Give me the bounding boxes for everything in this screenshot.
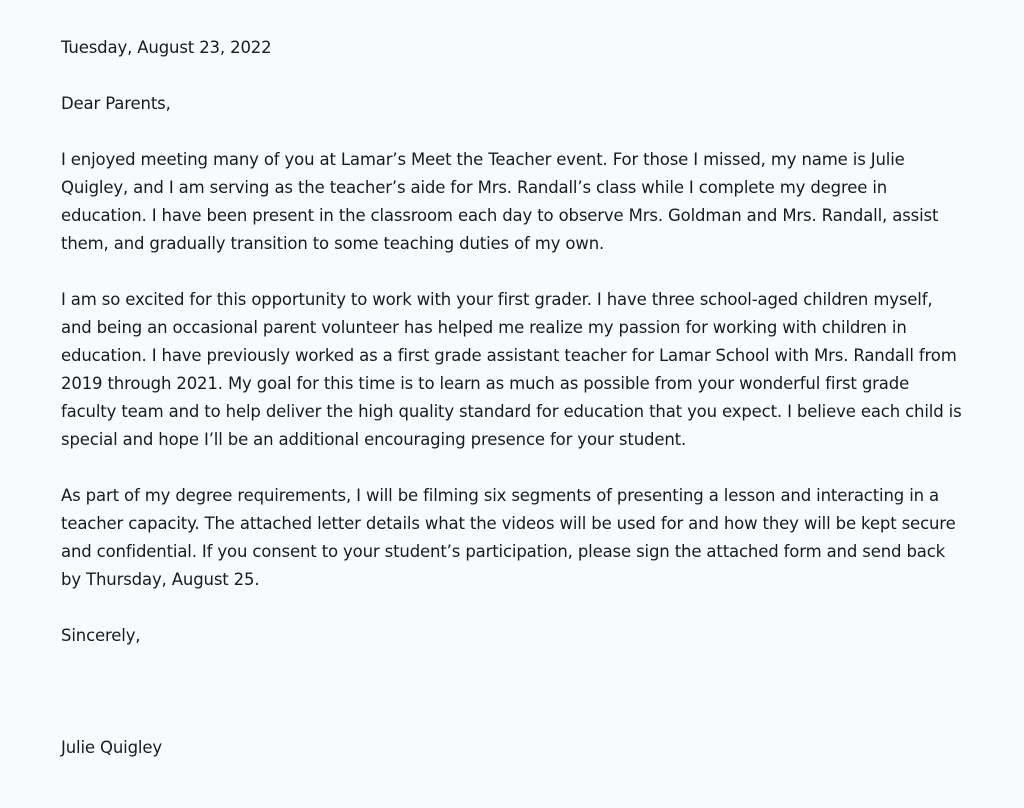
letter-body (61, 34, 966, 762)
letter-paragraph-1: I enjoyed meeting many of you at Lamar’s Meet the Teacher event. For those I missed, my name is Julie Quigley, and I am serving as the teacher’s aide for Mrs. Randall’s class while I complete my degree in education. I have been present in the classroom each day to observe Mrs. Goldman and Mrs. Randall, assist them, and gradually transition to some teaching duties of my own. (61, 150, 939, 253)
letter-paragraph-2: I am so excited for this opportunity to work with your first grader. I have three school-aged children myself, and being an occasional parent volunteer has helped me realize my passion for working with children in education. I have previously worked as a first grade assistant teacher for Lamar School with Mrs. Randall from 2019 through 2021. My goal for this time is to learn as much as possible from your wonderful first grade faculty team and to help deliver the high quality standard for education that you expect. I believe each child is special and hope I’ll be an additional encouraging presence for your student. (61, 290, 962, 449)
letter-date: Tuesday, August 23, 2022 (61, 38, 272, 57)
letter-paragraph-3: As part of my degree requirements, I will be filming six segments of presenting a lesson and interacting in a teacher capacity. The attached letter details what the videos will be used for and how they will be kept secure and confidential. If you consent to your student’s participation, please sign the attached form and send back by Thursday, August 25. (61, 486, 956, 589)
letter-closing: Sincerely, (61, 626, 141, 645)
letter-salutation: Dear Parents, (61, 94, 171, 113)
signature-name: Julie Quigley (61, 738, 162, 757)
